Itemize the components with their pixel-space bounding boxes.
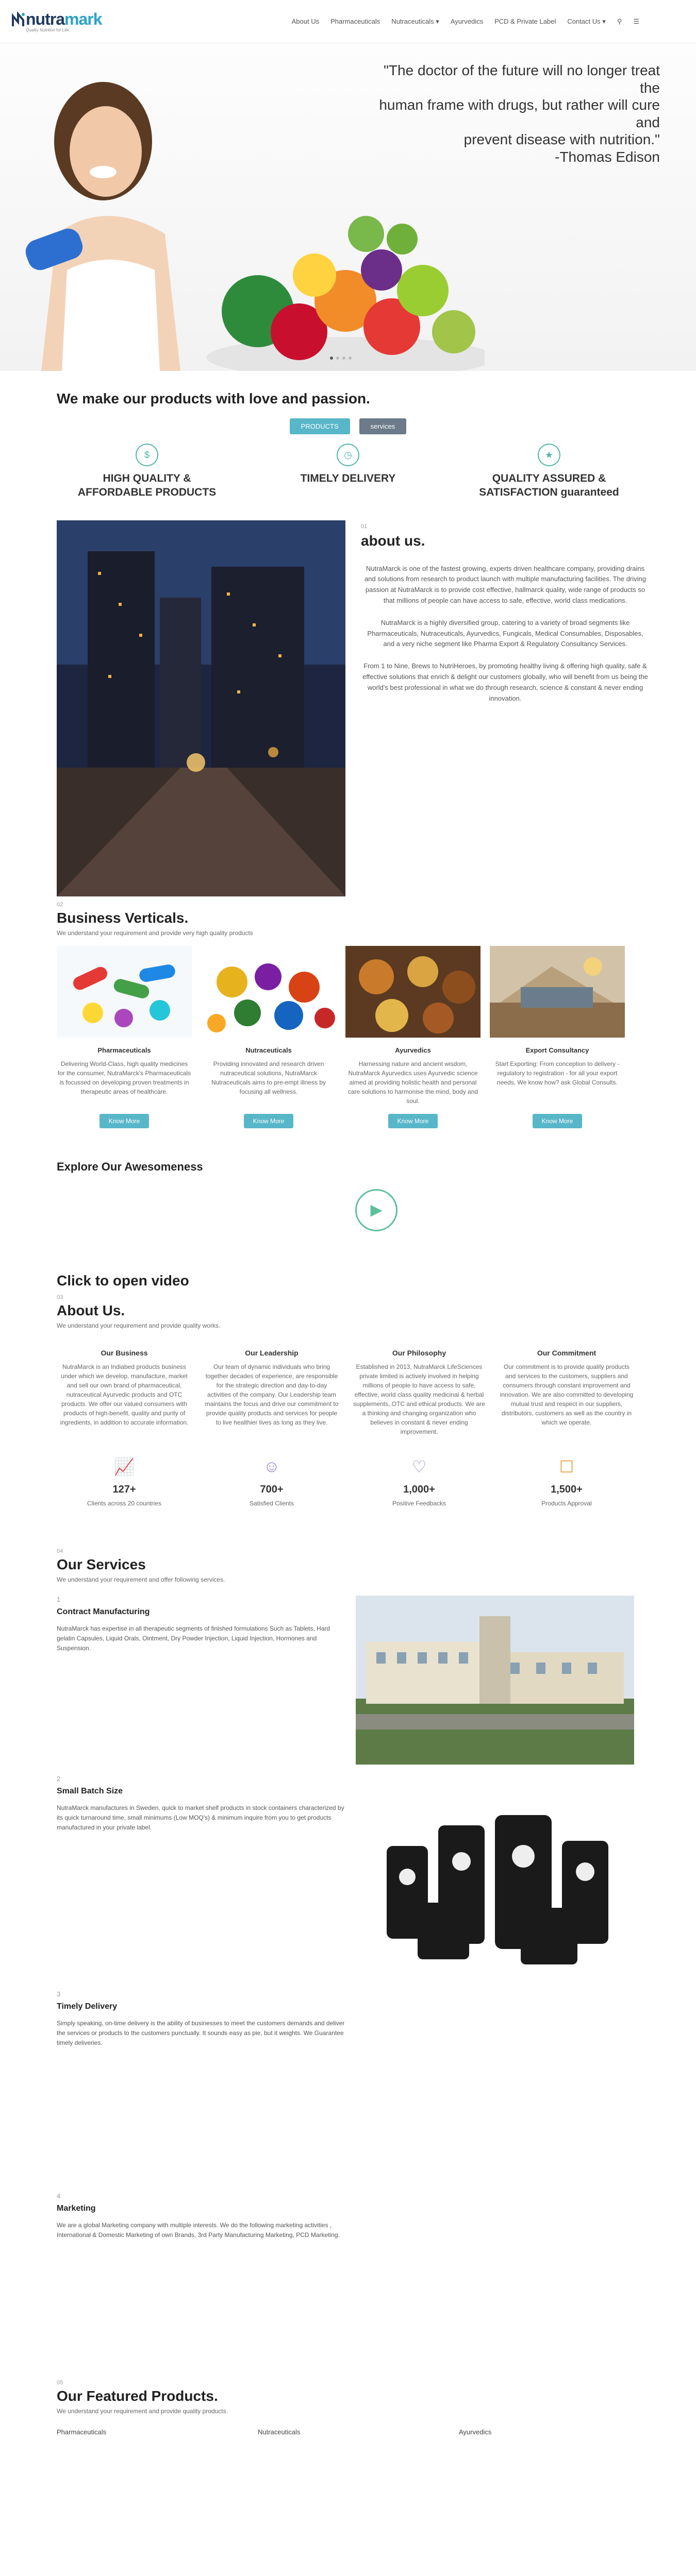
hero-quote-line1: "The doctor of the future will no longer treat the xyxy=(383,62,660,96)
about-intro-text xyxy=(361,520,650,896)
slider-dots xyxy=(330,357,352,360)
vertical-text: Start Exporting: From conception to delivery - regulatory to registration - for all your export needs. We know how? ask Global Consults. xyxy=(495,1060,620,1086)
vertical-title: Export Consultancy xyxy=(525,1046,589,1054)
about-col-text: Established in 2013, NutraMarck LifeSciences private limited is actively involved in helping millions of people to have access to safe, effective, world class quality medicinal & herbal supplements, OTC and ethical products. We are a thinking and changing organization who believes in constant & never ending improvement. xyxy=(353,1363,485,1435)
featured-col-ayur xyxy=(459,2428,650,2576)
slider-dot[interactable] xyxy=(342,357,345,360)
about-col-text: NutraMarck is an Indiabed products business under which we develop, manufacture, market and sell our own brand of pharmaceutical, nutraceutical Ayurvedic products and OTC products. We offer our valued consumers with products of high-benefit, quality and purity of ingredients, in addition to accurate information. xyxy=(60,1363,189,1426)
vertical-card-pharmaceuticals xyxy=(57,946,192,1128)
vertical-text: Delivering World-Class, high quality medicines for the consumer, NutraMarck's Pharmaceuticals is focussed on developing proven treatments in therapeutic areas of healthcare. xyxy=(57,1060,191,1095)
click-video-title: Click to open video xyxy=(57,1272,189,1289)
hero-fruit-image xyxy=(196,177,485,371)
know-more-button[interactable]: Know More xyxy=(100,1114,150,1128)
badge-icon: ★ xyxy=(538,444,560,466)
business-subtitle: We understand your requirement and provide very high quality products xyxy=(57,929,253,937)
about-col-title: Our Leadership xyxy=(245,1348,299,1357)
about-intro-title: about us. xyxy=(361,532,425,549)
nav-contact[interactable] xyxy=(567,18,605,26)
hero-quote-line3: prevent disease with nutrition." xyxy=(463,131,660,148)
site-header xyxy=(0,0,696,43)
stat-label: Satisfied Clients xyxy=(249,1499,294,1507)
vertical-title: Nutraceuticals xyxy=(245,1046,292,1054)
pills-image xyxy=(57,946,192,1038)
nav-nutraceuticals[interactable] xyxy=(391,18,439,26)
service-number: 4 xyxy=(57,2192,61,2200)
logo-tagline: Quality Nutrition for Life xyxy=(26,27,69,32)
search-icon[interactable]: ⚲ xyxy=(617,17,622,25)
slider-dot[interactable] xyxy=(330,357,333,360)
vertical-title: Pharmaceuticals xyxy=(97,1046,151,1054)
service-item-contract xyxy=(0,1596,696,1765)
stat-number: 1,500+ xyxy=(551,1483,583,1495)
stat-approvals xyxy=(499,1457,634,1507)
logo-text-a: nutra xyxy=(26,9,64,28)
feature-quality-title: HIGH QUALITY & AFFORDABLE PRODUCTS xyxy=(77,472,217,499)
about-col-text: Our commitment is to provide quality products and services to the customers, suppliers and consumers through constant improvement and innovation. We are also committed to developing mutual trust and respect in our suppliers, distributors, customers as well as the country in which we operate. xyxy=(500,1363,634,1426)
about-intro-p1: NutraMarck is one of the fastest growing, experts driven healthcare company, providing drains and solutions from research to product launch with multiple manufacturing facilities. The driving passion at NutraMarck is to provide cost effective, hallmarck quality, wide range of products so that millions of people can have access to safe, effective, world class medications. xyxy=(364,564,647,604)
logo[interactable] xyxy=(11,11,102,32)
featured-col-label: Pharmaceuticals xyxy=(57,2428,107,2436)
user-icon: ☺ xyxy=(263,1456,280,1476)
capsules-image xyxy=(201,946,336,1038)
chevron-down-icon: ▾ xyxy=(436,17,439,25)
vertical-card-nutraceuticals xyxy=(201,946,336,1128)
know-more-button[interactable]: Know More xyxy=(533,1114,583,1128)
about-intro-p3: From 1 to Nine, Brews to NutriHeroes, by promoting healthy living & offering high quality, safe & effective solutions that enrich & delight our customers globally, who will benefit from us being the world's best professional in what we do through research, science & constant & never ending innovation. xyxy=(362,662,648,702)
know-more-button[interactable]: Know More xyxy=(244,1114,294,1128)
nav-pcd-private-label[interactable]: PCD & Private Label xyxy=(494,18,556,25)
section-number: 05 xyxy=(57,2379,63,2386)
stat-number: 700+ xyxy=(260,1483,284,1495)
stat-number: 1,000+ xyxy=(403,1483,435,1495)
box-icon: ☐ xyxy=(559,1457,574,1476)
about-col-commitment xyxy=(499,1349,634,1436)
play-video-icon[interactable]: ▶ xyxy=(355,1189,397,1231)
dollar-icon: $ xyxy=(136,444,158,466)
about-us-section xyxy=(0,1289,696,1507)
hero-quote-line2: human frame with drugs, but rather will cure and xyxy=(379,97,660,130)
hero-slider xyxy=(0,43,696,371)
service-title: Timely Delivery xyxy=(57,2002,118,2011)
vertical-card-export xyxy=(490,946,625,1128)
vertical-text: Providing innovated and research driven nutraceutical solutions, NutraMarck Nutraceuticals aims to pre-empt illness by focusing all wellness. xyxy=(211,1060,326,1095)
featured-col-label: Nutraceuticals xyxy=(258,2428,301,2436)
clock-icon: ◷ xyxy=(337,444,359,466)
services-section xyxy=(0,1507,696,2241)
service-title: Marketing xyxy=(57,2204,96,2213)
nav-nutraceuticals-label: Nutraceuticals xyxy=(391,17,434,25)
about-col-title: Our Philosophy xyxy=(392,1348,446,1357)
feature-quality xyxy=(70,444,224,500)
herbs-image xyxy=(345,946,480,1038)
about-col-philosophy xyxy=(352,1349,487,1436)
service-item-small-batch xyxy=(0,1769,696,1970)
hero-quote-author: -Thomas Edison xyxy=(555,148,660,165)
hero-woman-image xyxy=(10,64,206,371)
feature-satisfaction xyxy=(472,444,626,500)
services-title: Our Services xyxy=(57,1556,146,1572)
service-item-delivery xyxy=(0,1990,696,2048)
chart-icon: 📈 xyxy=(114,1457,135,1476)
featured-col-pharma xyxy=(57,2428,247,2576)
bottles-image xyxy=(366,1769,624,1970)
products-button[interactable]: PRODUCTS xyxy=(290,418,350,434)
service-text: We are a global Marketing company with multiple interests. We do the following marketing activities , International & Domestic Marketing of own Brands, 3rd Party Manufacturing Marketing, PCD Marketing. xyxy=(57,2222,340,2239)
nav-pharmaceuticals[interactable]: Pharmaceuticals xyxy=(330,18,380,25)
section-number: 03 xyxy=(57,1294,63,1300)
passion-title: We make our products with love and passion. xyxy=(57,391,370,406)
about-us-title: About Us. xyxy=(57,1302,125,1318)
menu-icon[interactable]: ☰ xyxy=(633,17,639,25)
slider-dot[interactable] xyxy=(336,357,339,360)
factory-image xyxy=(356,1596,634,1765)
feature-delivery-title: TIMELY DELIVERY xyxy=(300,472,396,484)
services-button[interactable]: services xyxy=(359,418,407,434)
chevron-down-icon: ▾ xyxy=(602,17,606,25)
about-col-leadership xyxy=(204,1349,339,1436)
feature-delivery xyxy=(271,444,425,500)
about-col-text: Our team of dynamic individuals who bring together decades of experience, are responsible for the strategic direction and day-to-day activities of the company. Our Leadership team maintains the focus and drive our commitment to provide quality products and services for people to live healthier lives as long as they live. xyxy=(205,1363,339,1426)
service-number: 2 xyxy=(57,1774,61,1783)
service-item-marketing xyxy=(0,2192,696,2240)
section-number: 02 xyxy=(57,901,63,908)
service-text: NutraMarck has expertise in all therapeutic segments of finished formulations Such as Tablets, Hard gelatin Capsules, Liquid Orals, Ointment, Dry Powder Injection, Liquid Injection, Hormones and Suspension. xyxy=(57,1624,330,1652)
stat-satisfied xyxy=(204,1457,339,1507)
about-intro-section xyxy=(0,500,696,896)
vertical-card-ayurvedics xyxy=(345,946,480,1128)
stat-label: Products Approval xyxy=(541,1499,592,1507)
logo-text-b: mark xyxy=(64,9,102,28)
export-image xyxy=(490,946,625,1038)
featured-col-nutra xyxy=(258,2428,449,2576)
stat-label: Clients across 20 countries xyxy=(87,1499,162,1507)
feature-satisfaction-title: QUALITY ASSURED & SATISFACTION guaranteed xyxy=(479,472,619,499)
business-verticals-section xyxy=(0,896,696,1128)
featured-subtitle: We understand your requirement and provide quality products. xyxy=(57,2407,228,2415)
nav-about[interactable]: About Us xyxy=(291,18,320,25)
featured-col-label: Ayurvedics xyxy=(459,2428,492,2436)
stat-label: Positive Feedbacks xyxy=(392,1499,446,1507)
know-more-button[interactable]: Know More xyxy=(388,1114,438,1128)
service-number: 1 xyxy=(57,1595,61,1603)
nav-ayurvedics[interactable]: Ayurvedics xyxy=(450,18,484,25)
service-title: Contract Manufacturing xyxy=(57,1607,150,1616)
awesomeness-title: Explore Our Awesomeness xyxy=(57,1160,203,1173)
passion-section xyxy=(0,371,696,500)
slider-dot[interactable] xyxy=(349,357,352,360)
featured-title: Our Featured Products. xyxy=(57,2387,218,2404)
stat-feedback xyxy=(352,1457,487,1507)
service-text: Simply speaking, on-time delivery is the ability of businesses to meet the customers demands and deliver the services or products to the customers punctually. It sounds easy as pie, but it weights. We Guarantee timely deliveries. xyxy=(57,2019,345,2046)
section-number: 04 xyxy=(57,1548,63,1554)
awesomeness-section xyxy=(0,1128,696,1231)
city-night-image xyxy=(57,520,345,896)
about-col-business xyxy=(57,1349,192,1436)
featured-products-section xyxy=(0,2241,696,2576)
vertical-title: Ayurvedics xyxy=(395,1046,431,1054)
section-number: 01 xyxy=(361,523,368,530)
services-subtitle: We understand your requirement and offer following services. xyxy=(57,1575,225,1583)
nav-contact-label: Contact Us xyxy=(567,17,601,25)
main-nav xyxy=(292,18,639,26)
service-text: NutraMarck manufactures in Sweden, quick to market shelf products in stock containers characterized by its quick turnaround time, small minimums (Low MOQ's) & minimum inquire from you to get products manufactured in your private label. xyxy=(57,1804,344,1831)
about-intro-p2: NutraMarck is a highly diversified group, catering to a variety of broad segments like Pharmaceuticals, Nutraceuticals, Ayurvedics, Fungicals, Medical Consumables, Disposables, and a very niche segment like Pharma Export & Regulatory Consultancy Services. xyxy=(367,618,643,648)
service-title: Small Batch Size xyxy=(57,1786,123,1795)
about-col-title: Our Commitment xyxy=(537,1348,596,1357)
stat-clients-countries xyxy=(57,1457,192,1507)
business-title: Business Verticals. xyxy=(57,909,189,926)
about-us-subtitle: We understand your requirement and provide quality works. xyxy=(57,1321,221,1329)
about-col-title: Our Business xyxy=(101,1348,148,1357)
stat-number: 127+ xyxy=(112,1483,136,1495)
logo-mark-icon xyxy=(11,12,25,27)
heart-icon: ♡ xyxy=(411,1457,427,1476)
hero-quote xyxy=(371,62,660,166)
vertical-text: Harnessing nature and ancient wisdom, NutraMarck Ayurvedics uses Ayurvedic science aimed at providing holistic health and personal care solutions to harmonise the mind, body and soul. xyxy=(347,1060,478,1105)
service-number: 3 xyxy=(57,1990,61,1998)
